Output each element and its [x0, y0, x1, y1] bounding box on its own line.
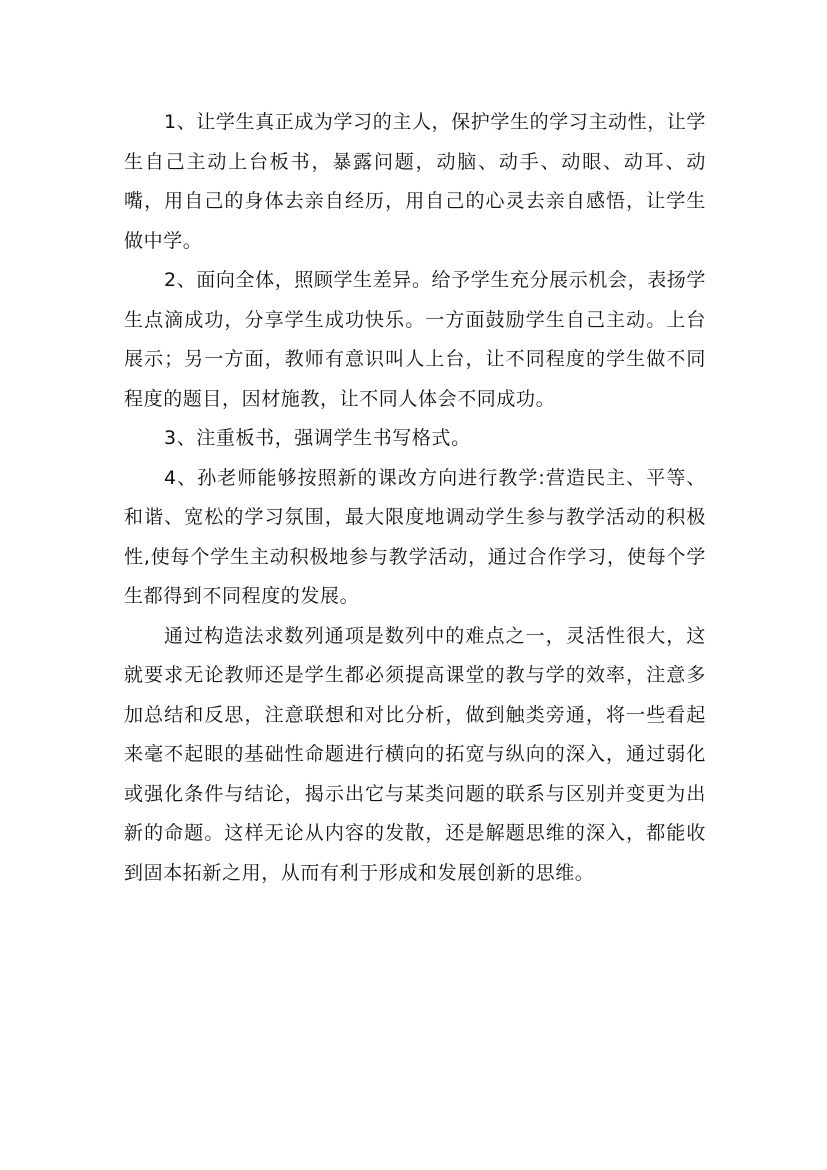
- paragraph-point-4: 4、孙老师能够按照新的课改方向进行教学:营造民主、平等、和谐、宽松的学习氛围，最大限度地调动学生参与教学活动的积极性,使每个学生主动积极地参与教学活动，通过合作学习，使每个学生都得到不同程度的发展。: [124, 466, 706, 607]
- paragraph-point-2: 2、面向全体，照顾学生差异。给予学生充分展示机会，表扬学生点滴成功，分享学生成功快乐。一方面鼓励学生自己主动。上台展示；另一方面，教师有意识叫人上台，让不同程度的学生做不同程度的题目，因材施教，让不同人体会不同成功。: [124, 269, 706, 410]
- document-body: [124, 103, 706, 893]
- paragraph-point-3: 3、注重板书，强调学生书写格式。: [164, 427, 471, 449]
- paragraph-conclusion: 通过构造法求数列通项是数列中的难点之一，灵活性很大，这就要求无论教师还是学生都必须提高课堂的教与学的效率，注意多加总结和反思，注意联想和对比分析，做到触类旁通，将一些看起来毫不起眼的基础性命题进行横向的拓宽与纵向的深入，通过弱化或强化条件与结论，揭示出它与某类问题的联系与区别并变更为出新的命题。这样无论从内容的发散，还是解题思维的深入，都能收到固本拓新之用，从而有利于形成和发展创新的思维。: [124, 624, 706, 884]
- paragraph-point-1: 1、让学生真正成为学习的主人，保护学生的学习主动性，让学生自己主动上台板书，暴露问题，动脑、动手、动眼、动耳、动嘴，用自己的身体去亲自经历，用自己的心灵去亲自感悟，让学生做中学。: [124, 111, 706, 252]
